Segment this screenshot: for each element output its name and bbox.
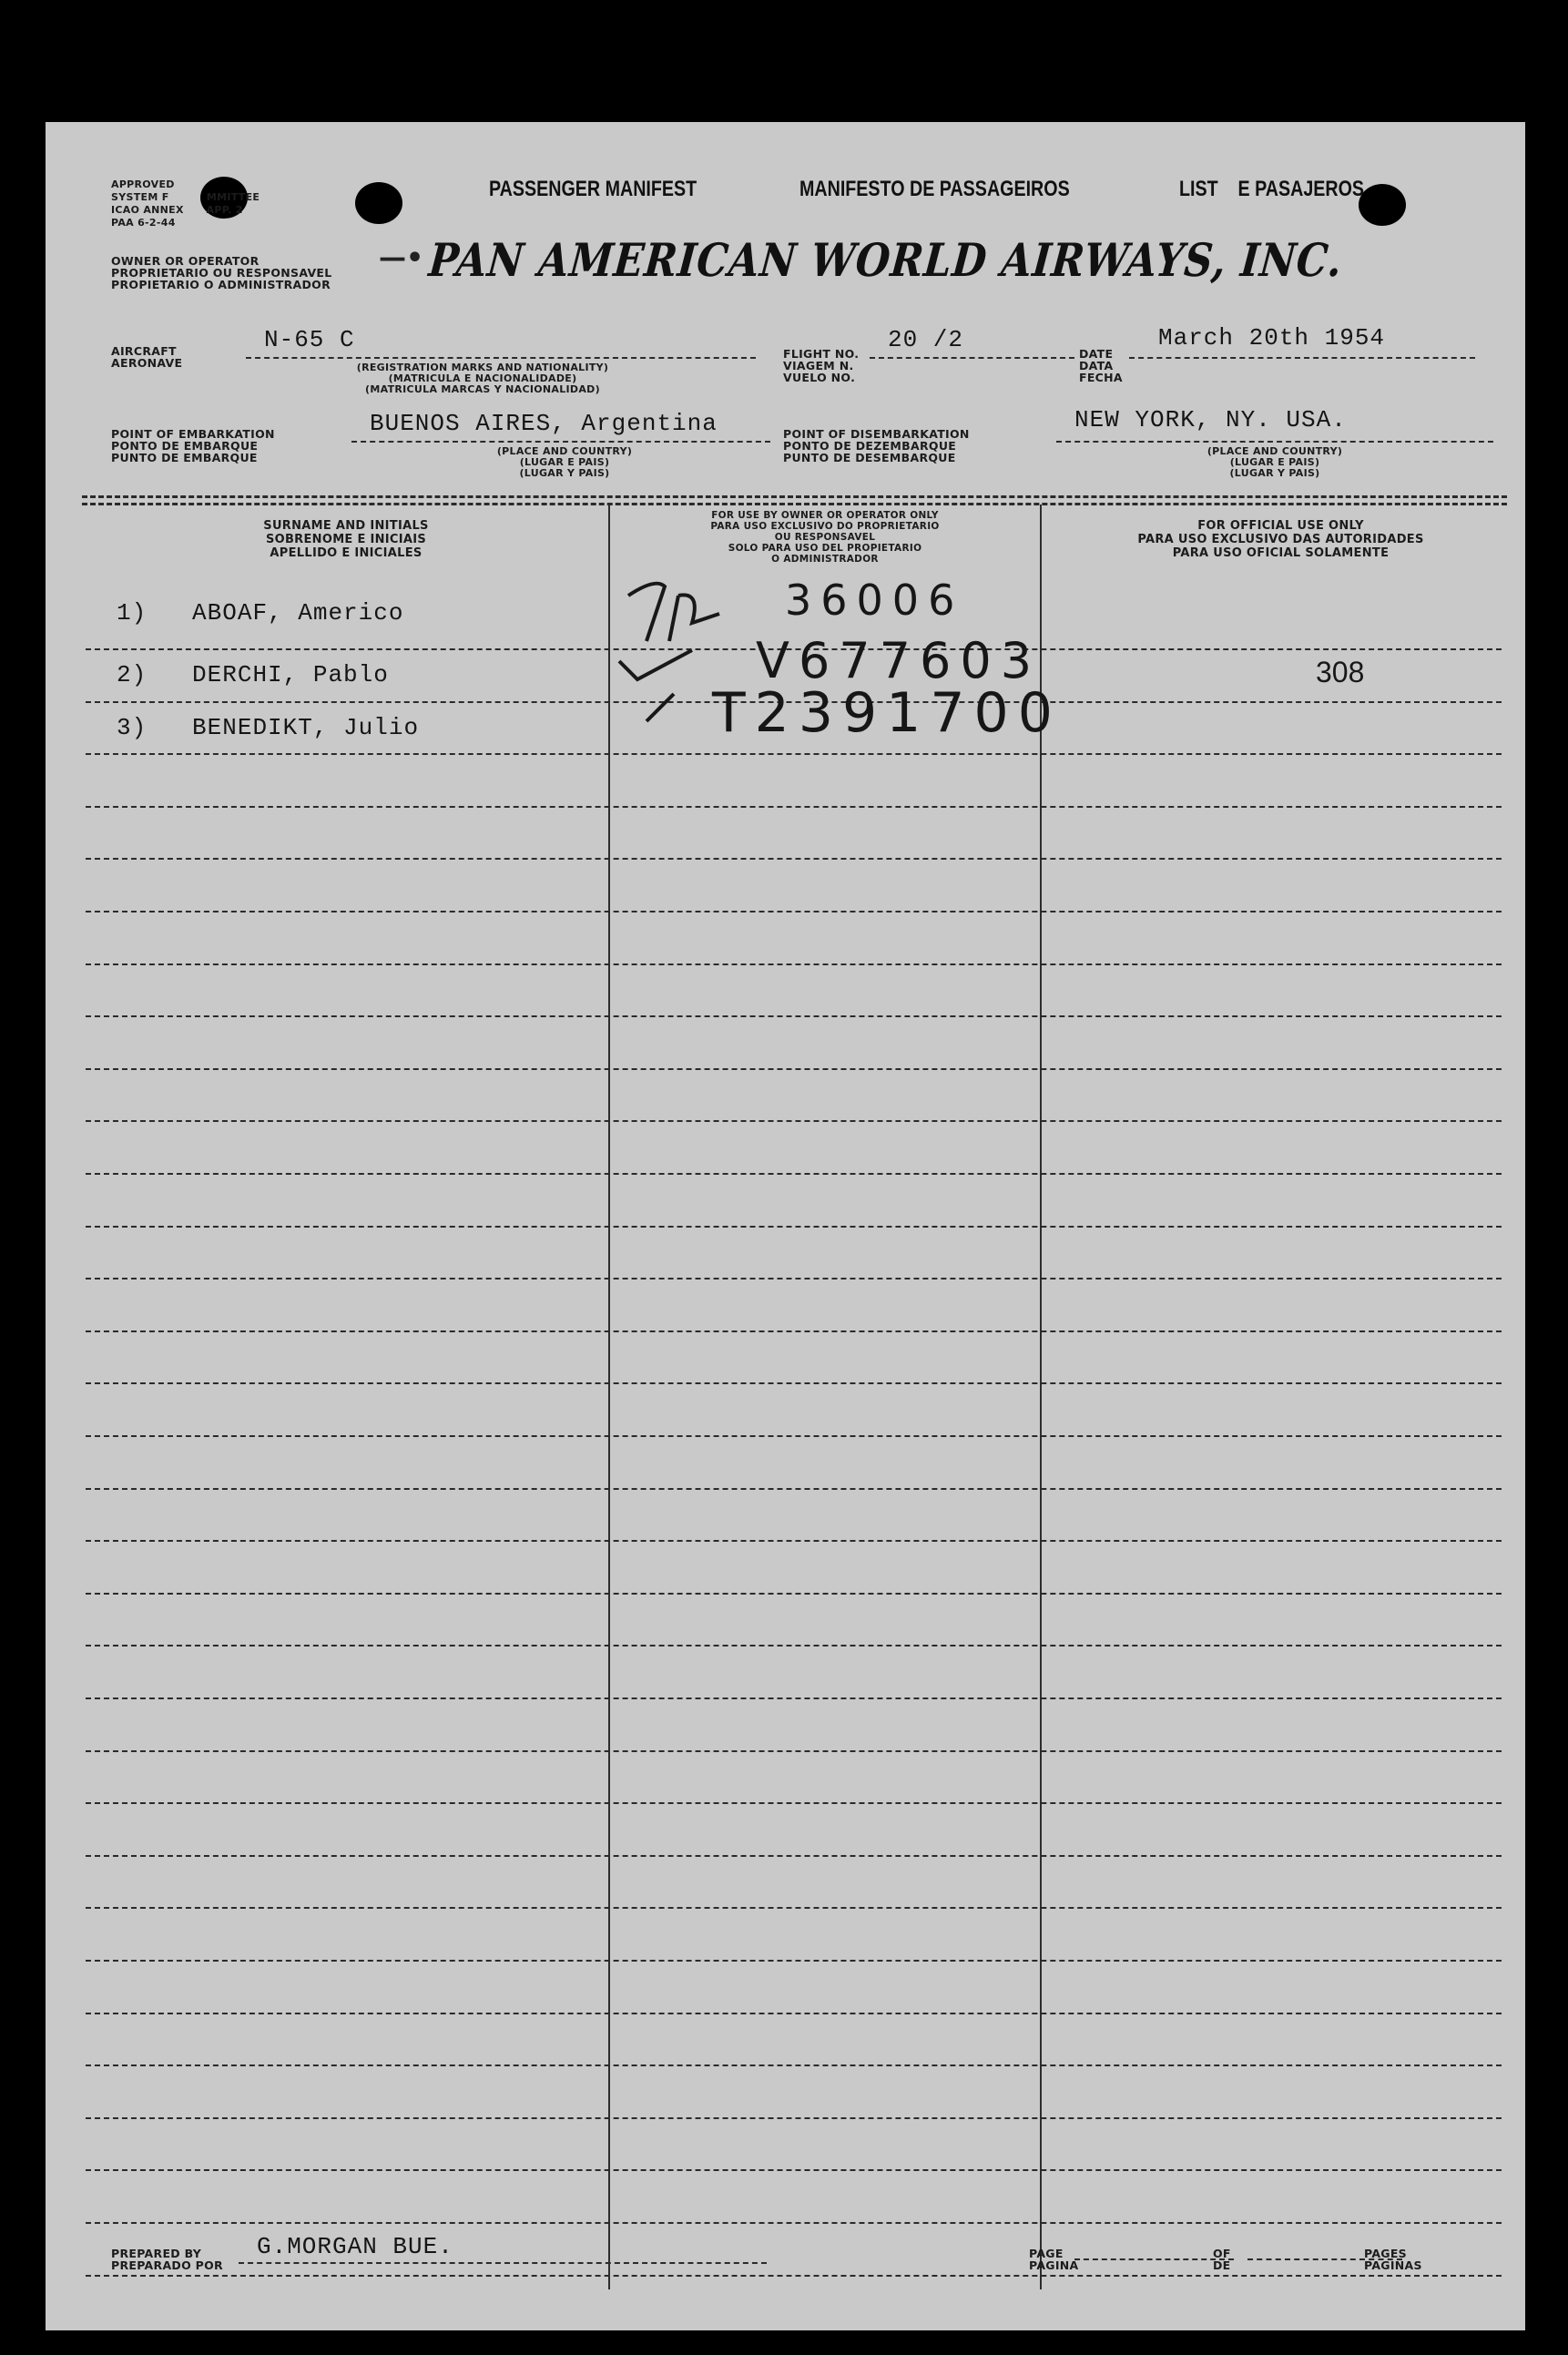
aircraft-sub-line: (MATRICULA MARCAS Y NACIONALIDAD) — [365, 383, 600, 395]
column-header-official — [1042, 519, 1520, 560]
date-value: March 20th 1954 — [1158, 324, 1386, 352]
date-underline — [1129, 357, 1475, 359]
table-row-rule — [86, 1330, 1502, 1332]
page-label — [1029, 2248, 1079, 2271]
column-header-line: PARA USO EXCLUSIVO DO PROPRIETARIO — [710, 521, 940, 532]
table-row-rule — [86, 2169, 1502, 2171]
embarkation-label-line: POINT OF EMBARKATION — [111, 427, 275, 441]
table-row-rule — [86, 806, 1502, 808]
date-label-line: FECHA — [1079, 371, 1123, 384]
pages-label-line: PAGINAS — [1364, 2258, 1422, 2272]
passenger-name: DERCHI, Pablo — [192, 661, 389, 688]
prepared-label-line: PREPARADO POR — [111, 2258, 223, 2272]
column-header-line: OU RESPONSAVEL — [774, 532, 876, 543]
embarkation-sub — [392, 446, 738, 479]
table-row-rule — [86, 2013, 1502, 2014]
passenger-row — [117, 714, 419, 741]
checkmark — [619, 650, 692, 679]
disembarkation-value: NEW YORK, NY. USA. — [1074, 406, 1347, 433]
column-header-line: FOR OFFICIAL USE ONLY — [1197, 519, 1364, 533]
approved-line: SYSTEM F MMITTEE — [111, 191, 260, 203]
table-row-rule — [86, 1593, 1502, 1595]
checkmark-scribble — [628, 584, 719, 641]
column-header-line: FOR USE BY OWNER OR OPERATOR ONLY — [711, 510, 939, 521]
disembarkation-sub-line: (LUGAR E PAIS) — [1229, 456, 1320, 468]
table-row-rule — [86, 2275, 1502, 2277]
manifest-sheet — [46, 122, 1525, 2330]
table-row-rule — [86, 1488, 1502, 1490]
owner-label-line: OWNER OR OPERATOR — [111, 254, 260, 268]
aircraft-label-line: AERONAVE — [111, 356, 183, 370]
passenger-number: 3) — [117, 714, 148, 741]
aircraft-underline — [246, 357, 756, 359]
flight-label-line: VIAGEM N. — [783, 359, 854, 372]
column-header-line: SURNAME AND INITIALS — [263, 519, 429, 533]
title-portuguese: MANIFESTO DE PASSAGEIROS — [799, 177, 1070, 201]
checkmark — [647, 694, 674, 721]
prepared-underline — [239, 2262, 767, 2264]
owner-label-line: PROPIETARIO O ADMINISTRADOR — [111, 278, 331, 291]
approved-line: ICAO ANNEX APP. 2 — [111, 204, 243, 216]
table-row-rule — [86, 1120, 1502, 1122]
passenger-row — [117, 599, 403, 627]
passenger-name: ABOAF, Americo — [192, 599, 404, 627]
of-label — [1213, 2248, 1231, 2271]
embarkation-label-line: PUNTO DE EMBARQUE — [111, 451, 258, 464]
title-spanish-right: E PASAJEROS — [1237, 177, 1365, 201]
flight-label — [783, 348, 859, 383]
table-row-rule — [86, 1278, 1502, 1279]
table-row-rule — [86, 2117, 1502, 2119]
aircraft-label-line: AIRCRAFT — [111, 344, 177, 358]
owner-label-line: PROPRIETARIO OU RESPONSAVEL — [111, 266, 332, 280]
table-row-rule — [86, 1226, 1502, 1228]
page-label-line: PAGINA — [1029, 2258, 1079, 2272]
embarkation-sub-line: (LUGAR E PAIS) — [519, 456, 610, 468]
table-row-rule — [86, 1750, 1502, 1752]
disembarkation-label-line: POINT OF DISEMBARKATION — [783, 427, 970, 441]
title-spanish-left: LIST — [1179, 177, 1218, 201]
owner-note: V677603 — [756, 632, 1042, 689]
embarkation-value: BUENOS AIRES, Argentina — [370, 410, 718, 437]
table-row-rule — [86, 1855, 1502, 1857]
column-divider — [1040, 505, 1042, 2289]
table-row-rule — [86, 1802, 1502, 1804]
disembarkation-sub-line: (PLACE AND COUNTRY) — [1207, 445, 1343, 457]
table-row-rule — [86, 1068, 1502, 1070]
disembarkation-label-line: PONTO DE DEZEMBARQUE — [783, 439, 957, 453]
table-row-rule — [86, 2064, 1502, 2066]
owner-note: T2391700 — [712, 681, 1062, 745]
table-row-rule — [86, 1540, 1502, 1542]
embarkation-label-line: PONTO DE EMBARQUE — [111, 439, 259, 453]
flight-value: 20 /2 — [888, 326, 964, 353]
prepared-label-line: PREPARED BY — [111, 2247, 202, 2260]
column-header-line: APELLIDO E INICIALES — [270, 546, 423, 560]
punch-hole — [1359, 184, 1406, 226]
aircraft-sub-line: (MATRICULA E NACIONALIDADE) — [388, 372, 577, 384]
approved-line: APPROVED — [111, 178, 175, 190]
aircraft-sub-line: (REGISTRATION MARKS AND NATIONALITY) — [356, 362, 609, 373]
table-row-rule — [86, 1645, 1502, 1646]
approved-line: PAA 6-2-44 — [111, 217, 176, 229]
aircraft-sub — [291, 362, 674, 395]
disembarkation-sub — [1111, 446, 1439, 479]
column-header-line: PARA USO EXCLUSIVO DAS AUTORIDADES — [1137, 533, 1424, 546]
embarkation-sub-line: (LUGAR Y PAIS) — [519, 467, 610, 479]
table-row-rule — [86, 1697, 1502, 1699]
header-separator — [82, 495, 1507, 498]
header-separator — [82, 503, 1507, 505]
table-row-rule — [86, 753, 1502, 755]
table-row-rule — [86, 2222, 1502, 2224]
table-row-rule — [86, 1435, 1502, 1437]
company-name: PAN AMERICAN WORLD AIRWAYS, INC. — [426, 233, 1345, 287]
disembarkation-label-line: PUNTO DE DESEMBARQUE — [783, 451, 956, 464]
pages-label — [1364, 2248, 1422, 2271]
of-label-line: OF — [1213, 2247, 1231, 2260]
passenger-number: 1) — [117, 599, 148, 627]
arrow-mark: —• — [379, 242, 424, 274]
prepared-by-value: G.MORGAN BUE. — [257, 2233, 453, 2260]
column-divider — [608, 505, 610, 2289]
table-row-rule — [86, 963, 1502, 965]
pages-label-line: PAGES — [1364, 2247, 1407, 2260]
date-label-line: DATE — [1079, 347, 1114, 361]
passenger-number: 2) — [117, 661, 148, 688]
disembarkation-sub-line: (LUGAR Y PAIS) — [1229, 467, 1320, 479]
title-spanish — [1179, 177, 1364, 202]
column-header-line: PARA USO OFICIAL SOLAMENTE — [1172, 546, 1390, 560]
table-row-rule — [86, 1173, 1502, 1175]
table-row-rule — [86, 911, 1502, 912]
flight-underline — [870, 357, 1074, 359]
table-row-rule — [86, 1382, 1502, 1384]
disembarkation-label — [783, 428, 970, 464]
official-value: 308 — [1316, 656, 1365, 688]
aircraft-label — [111, 345, 182, 369]
column-header-line: SOBRENOME E INICIAIS — [265, 533, 427, 546]
column-header-line: SOLO PARA USO DEL PROPIETARIO — [728, 543, 922, 554]
disembarkation-underline — [1056, 441, 1493, 443]
page-label-line: PAGE — [1029, 2247, 1064, 2260]
punch-hole — [355, 182, 402, 224]
page-underline — [1074, 2258, 1234, 2260]
flight-label-line: FLIGHT NO. — [783, 347, 860, 361]
passenger-name: BENEDIKT, Julio — [192, 714, 420, 741]
prepared-by-label — [111, 2248, 223, 2271]
aircraft-value: N-65 C — [264, 326, 355, 353]
column-header-owner-use — [610, 510, 1040, 565]
table-row-rule — [86, 1907, 1502, 1909]
table-row-rule — [86, 1015, 1502, 1017]
flight-label-line: VUELO NO. — [783, 371, 856, 384]
table-row-rule — [86, 1960, 1502, 1962]
owner-note: 36006 — [785, 576, 964, 625]
approved-block — [111, 178, 260, 229]
of-label-line: DE — [1213, 2258, 1231, 2272]
column-header-line: O ADMINISTRADOR — [771, 554, 879, 565]
title-english: PASSENGER MANIFEST — [489, 177, 697, 201]
column-header-surname — [82, 519, 610, 560]
date-label-line: DATA — [1079, 359, 1114, 372]
embarkation-underline — [351, 441, 770, 443]
embarkation-sub-line: (PLACE AND COUNTRY) — [496, 445, 633, 457]
embarkation-label — [111, 428, 275, 464]
owner-label — [111, 255, 332, 291]
table-row-rule — [86, 858, 1502, 860]
passenger-row — [117, 661, 389, 688]
date-label — [1079, 348, 1123, 383]
